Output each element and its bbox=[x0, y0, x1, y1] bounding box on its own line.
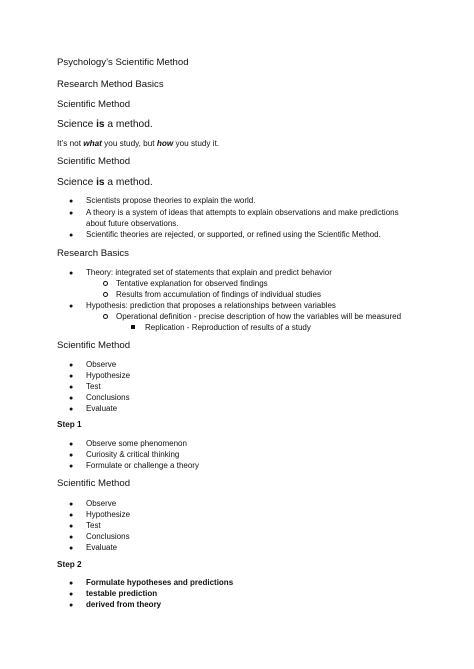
list-item: Curiosity & critical thinking bbox=[86, 450, 180, 459]
list-item: Evaluate bbox=[86, 543, 118, 552]
list-item: Tentative explanation for observed findings bbox=[116, 279, 268, 288]
bullet-icon: ● bbox=[69, 395, 74, 402]
list-item: Test bbox=[86, 521, 101, 530]
science-statement: Science is a method. bbox=[57, 119, 153, 130]
list-item: testable prediction bbox=[86, 589, 158, 598]
list-item: derived from theory bbox=[86, 600, 162, 609]
list-item: Scientific theories are rejected, or supported, or refined using the Scientific Method. bbox=[86, 230, 381, 239]
list-item: Observe some phenomenon bbox=[86, 439, 187, 448]
list-item: A theory is a system of ideas that attempts to explain observations and make predictions bbox=[86, 208, 399, 217]
bullet-icon: ● bbox=[69, 198, 74, 205]
bullet-icon: ● bbox=[69, 580, 74, 587]
bullet-icon: ● bbox=[69, 534, 74, 541]
section-heading: Scientific Method bbox=[57, 99, 131, 110]
step-heading: Step 1 bbox=[57, 420, 82, 429]
list-item: Observe bbox=[86, 360, 117, 369]
circle-bullet-icon bbox=[103, 281, 108, 286]
list-item: Conclusions bbox=[86, 393, 130, 402]
bullet-icon: ● bbox=[69, 270, 74, 277]
bullet-icon: ● bbox=[69, 452, 74, 459]
bullet-icon: ● bbox=[69, 441, 74, 448]
list-item: Hypothesis: prediction that proposes a relationships between variables bbox=[86, 301, 336, 310]
list-item: Test bbox=[86, 382, 101, 391]
bullet-icon: ● bbox=[69, 406, 74, 413]
bullet-icon: ● bbox=[69, 373, 74, 380]
list-item: Scientists propose theories to explain the world. bbox=[86, 196, 256, 205]
bullet-icon: ● bbox=[69, 362, 74, 369]
list-item: Formulate hypotheses and predictions bbox=[86, 578, 234, 587]
science-statement: Science is a method. bbox=[57, 177, 153, 188]
circle-bullet-icon bbox=[103, 292, 108, 297]
document-title: Psychology’s Scientific Method bbox=[57, 57, 189, 68]
section-heading: Scientific Method bbox=[57, 340, 131, 351]
list-item: Replication - Reproduction of results of a study bbox=[145, 323, 311, 332]
bullet-icon: ● bbox=[69, 303, 74, 310]
list-item: Theory: integrated set of statements that explain and predict behavior bbox=[86, 268, 332, 277]
list-item: Hypothesize bbox=[86, 510, 131, 519]
square-bullet-icon bbox=[131, 325, 135, 329]
study-statement: It’s not what you study, but how you study it. bbox=[57, 139, 220, 148]
list-item: Results from accumulation of findings of individual studies bbox=[116, 290, 321, 299]
list-item: Formulate or challenge a theory bbox=[86, 461, 199, 470]
bullet-icon: ● bbox=[69, 545, 74, 552]
bullet-icon: ● bbox=[69, 523, 74, 530]
circle-bullet-icon bbox=[103, 314, 108, 319]
bullet-icon: ● bbox=[69, 384, 74, 391]
list-item: Observe bbox=[86, 499, 117, 508]
list-item: Conclusions bbox=[86, 532, 130, 541]
section-heading: Scientific Method bbox=[57, 478, 131, 489]
list-item: Operational definition - precise description of how the variables will be measured bbox=[116, 312, 402, 321]
bullet-icon: ● bbox=[69, 602, 74, 609]
list-item: Hypothesize bbox=[86, 371, 131, 380]
bullet-icon: ● bbox=[69, 591, 74, 598]
bullet-icon: ● bbox=[69, 463, 74, 470]
document-subtitle: Research Method Basics bbox=[57, 79, 164, 90]
section-heading: Research Basics bbox=[57, 248, 129, 259]
bullet-icon: ● bbox=[69, 232, 74, 239]
section-heading: Scientific Method bbox=[57, 156, 131, 167]
list-item: Evaluate bbox=[86, 404, 118, 413]
bullet-icon: ● bbox=[69, 210, 74, 217]
bullet-icon: ● bbox=[69, 512, 74, 519]
list-item-continuation: about future observations. bbox=[86, 219, 179, 228]
bullet-icon: ● bbox=[69, 501, 74, 508]
step-heading: Step 2 bbox=[57, 560, 82, 569]
